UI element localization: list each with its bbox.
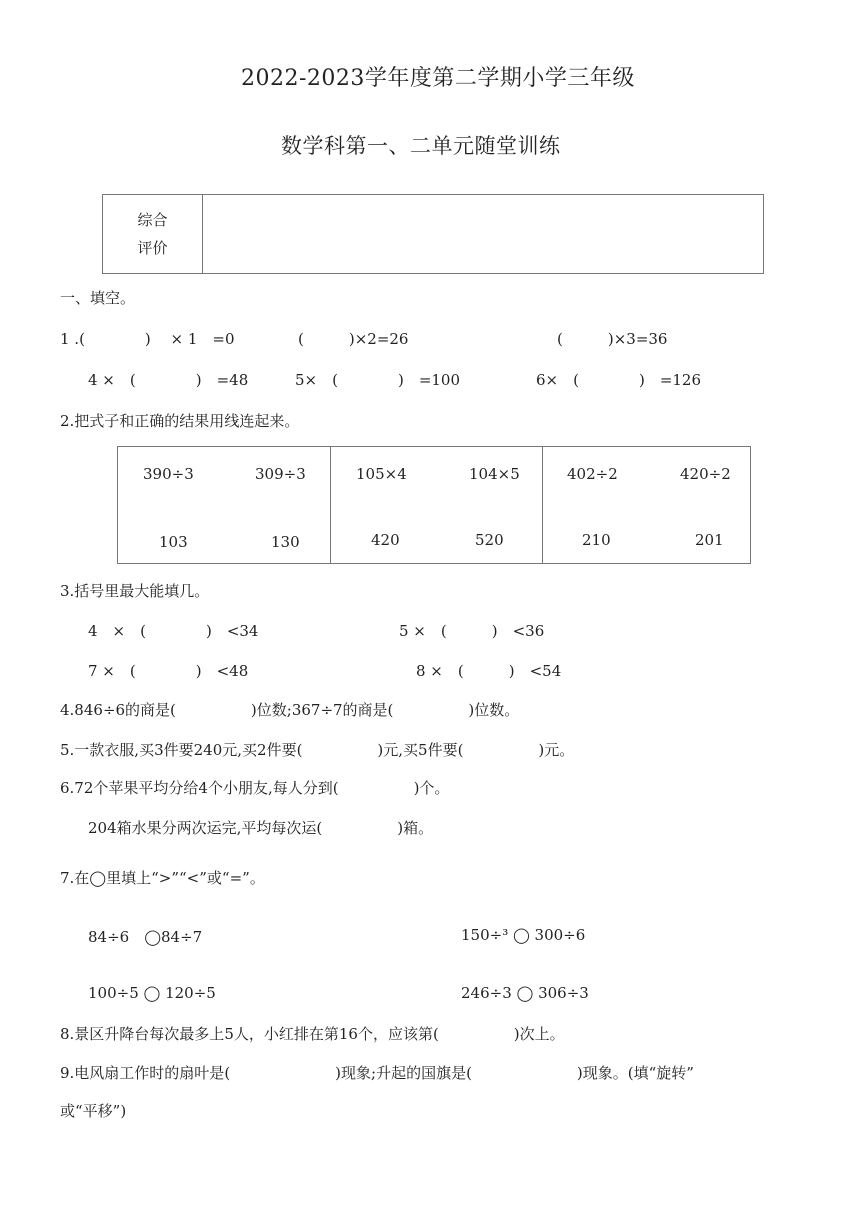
match-result: 210 <box>582 531 611 549</box>
match-expression: 420÷2 <box>680 465 731 483</box>
section-heading: 一、填空。 <box>60 289 136 307</box>
q8-text: 8.景区升降台每次最多上5人，小红排在第16个，应该第( )次上。 <box>60 1025 565 1043</box>
match-result: 201 <box>695 531 724 549</box>
match-expression: 105×4 <box>356 465 407 483</box>
match-result: 103 <box>159 533 188 551</box>
q3-item-d: 8 × ( ) <54 <box>416 662 562 680</box>
match-result: 420 <box>371 531 400 549</box>
q7-item-d: 246÷3 ◯ 306÷3 <box>461 984 589 1002</box>
match-expression: 390÷3 <box>143 465 194 483</box>
evaluation-label-line2: 评价 <box>137 239 168 257</box>
q5-text: 5.一款衣服,买3件要240元,买2件要( )元,买5件要( )元。 <box>60 741 575 759</box>
q1-item-b: ( )×2=26 <box>298 330 409 348</box>
match-result: 130 <box>271 533 300 551</box>
match-expression: 309÷3 <box>255 465 306 483</box>
q3-item-c: 7 × ( ) <48 <box>88 662 249 680</box>
match-expression: 104×5 <box>469 465 520 483</box>
q9-text-line2: 或“平移”) <box>60 1102 127 1120</box>
q6-text-a: 6.72个苹果平均分给4个小朋友,每人分到( )个。 <box>60 779 450 797</box>
q3-item-a: 4 × ( ) <34 <box>88 622 259 640</box>
q1-item-f: 6× ( ) =126 <box>536 371 702 389</box>
q1-item-a: 1 .( ) × 1 =0 <box>60 330 235 348</box>
matching-table <box>117 446 751 564</box>
q6-text-b: 204箱水果分两次运完,平均每次运( )箱。 <box>88 819 434 837</box>
evaluation-box <box>102 194 764 274</box>
matching-divider <box>330 447 331 563</box>
q7-item-c: 100÷5 ◯ 120÷5 <box>88 984 216 1002</box>
q7-item-a: 84÷6 ◯84÷7 <box>88 928 203 946</box>
match-expression: 402÷2 <box>567 465 618 483</box>
evaluation-field[interactable] <box>203 195 763 273</box>
match-result: 520 <box>475 531 504 549</box>
page-title: 2022-2023学年度第二学期小学三年级 <box>241 66 635 91</box>
q7-item-b: 150÷³ ◯ 300÷6 <box>461 926 586 944</box>
q1-item-e: 5× ( ) =100 <box>295 371 461 389</box>
q7-prompt: 7.在◯里填上“>”“<”或“=”。 <box>60 869 265 887</box>
q2-prompt: 2.把式子和正确的结果用线连起来。 <box>60 412 300 430</box>
q1-item-d: 4 × ( ) =48 <box>88 371 249 389</box>
q3-prompt: 3.括号里最大能填几。 <box>60 582 210 600</box>
page-subtitle: 数学科第一、二单元随堂训练 <box>281 134 561 158</box>
q3-item-b: 5 × ( ) <36 <box>399 622 545 640</box>
q1-item-c: ( )×3=36 <box>557 330 668 348</box>
evaluation-label <box>103 195 203 273</box>
q9-text-line1: 9.电风扇工作时的扇叶是( )现象;升起的国旗是( )现象。(填“旋转” <box>60 1064 694 1082</box>
evaluation-label-line1: 综合 <box>137 211 168 229</box>
q4-text: 4.846÷6的商是( )位数;367÷7的商是( )位数。 <box>60 701 520 719</box>
matching-divider <box>542 447 543 563</box>
